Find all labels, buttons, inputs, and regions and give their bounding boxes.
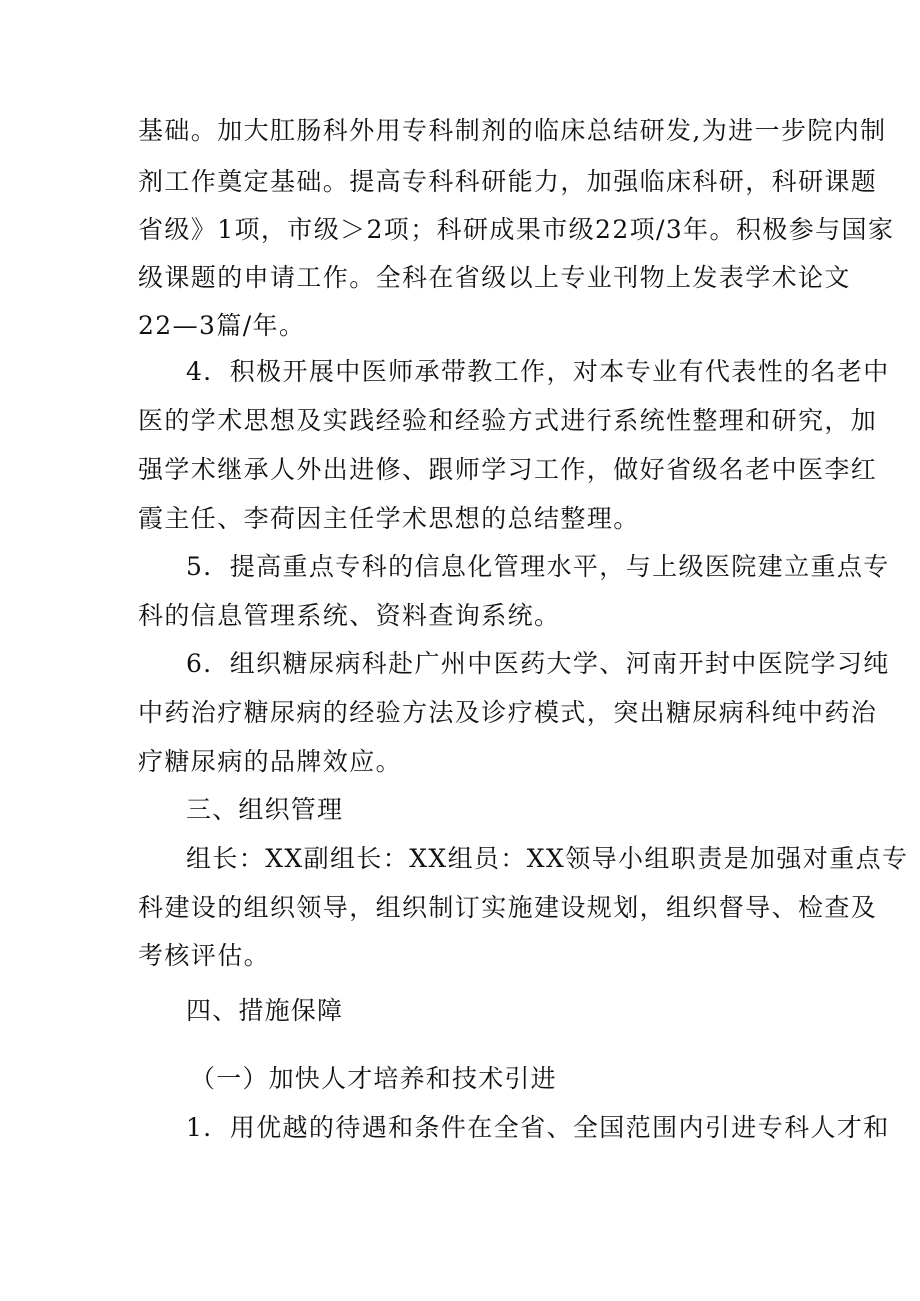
list-item-5-start: 5．提高重点专科的信息化管理水平，与上级医院建立重点专: [186, 552, 890, 581]
paragraph-line: 级课题的申请工作。全科在省级以上专业刊物上发表学术论文: [138, 263, 851, 292]
paragraph-line: 考核评估。: [138, 941, 271, 970]
paragraph-line: 中药治疗糖尿病的经验方法及诊疗模式，突出糖尿病科纯中药治: [138, 698, 878, 727]
paragraph-line: 22—3篇/年。: [138, 311, 306, 340]
subsection-heading-talent: （一）加快人才培养和技术引进: [190, 1064, 557, 1093]
paragraph-line: 科的信息管理系统、资料查询系统。: [138, 601, 561, 630]
section-heading-measures: 四、措施保障: [186, 996, 344, 1025]
paragraph-line: 医的学术思想及实践经验和经验方式进行系统性整理和研究，加: [138, 406, 878, 435]
list-item-1-start: 1．用优越的待遇和条件在全省、全国范围内引进专科人才和: [186, 1113, 890, 1142]
list-item-4-start: 4．积极开展中医师承带教工作，对本专业有代表性的名老中: [186, 357, 890, 386]
section-heading-organization: 三、组织管理: [186, 795, 344, 824]
paragraph-line: 基础。加大肛肠科外用专科制剂的临床总结研发,为进一步院内制: [138, 116, 887, 145]
paragraph-line: 省级》1项，市级＞2项；科研成果市级22项/3年。积极参与国家: [138, 215, 895, 244]
list-item-6-start: 6．组织糖尿病科赴广州中医药大学、河南开封中医院学习纯: [186, 649, 890, 678]
paragraph-line: 霞主任、李荷因主任学术思想的总结整理。: [138, 504, 640, 533]
paragraph-line: 组长：XX副组长：XX组员：XX领导小组职责是加强对重点专: [186, 844, 909, 873]
paragraph-line: 剂工作奠定基础。提高专科科研能力，加强临床科研，科研课题: [138, 167, 878, 196]
paragraph-line: 科建设的组织领导，组织制订实施建设规划，组织督导、检查及: [138, 893, 878, 922]
paragraph-line: 强学术继承人外出进修、跟师学习工作，做好省级名老中医李红: [138, 455, 878, 484]
paragraph-line: 疗糖尿病的品牌效应。: [138, 747, 403, 776]
